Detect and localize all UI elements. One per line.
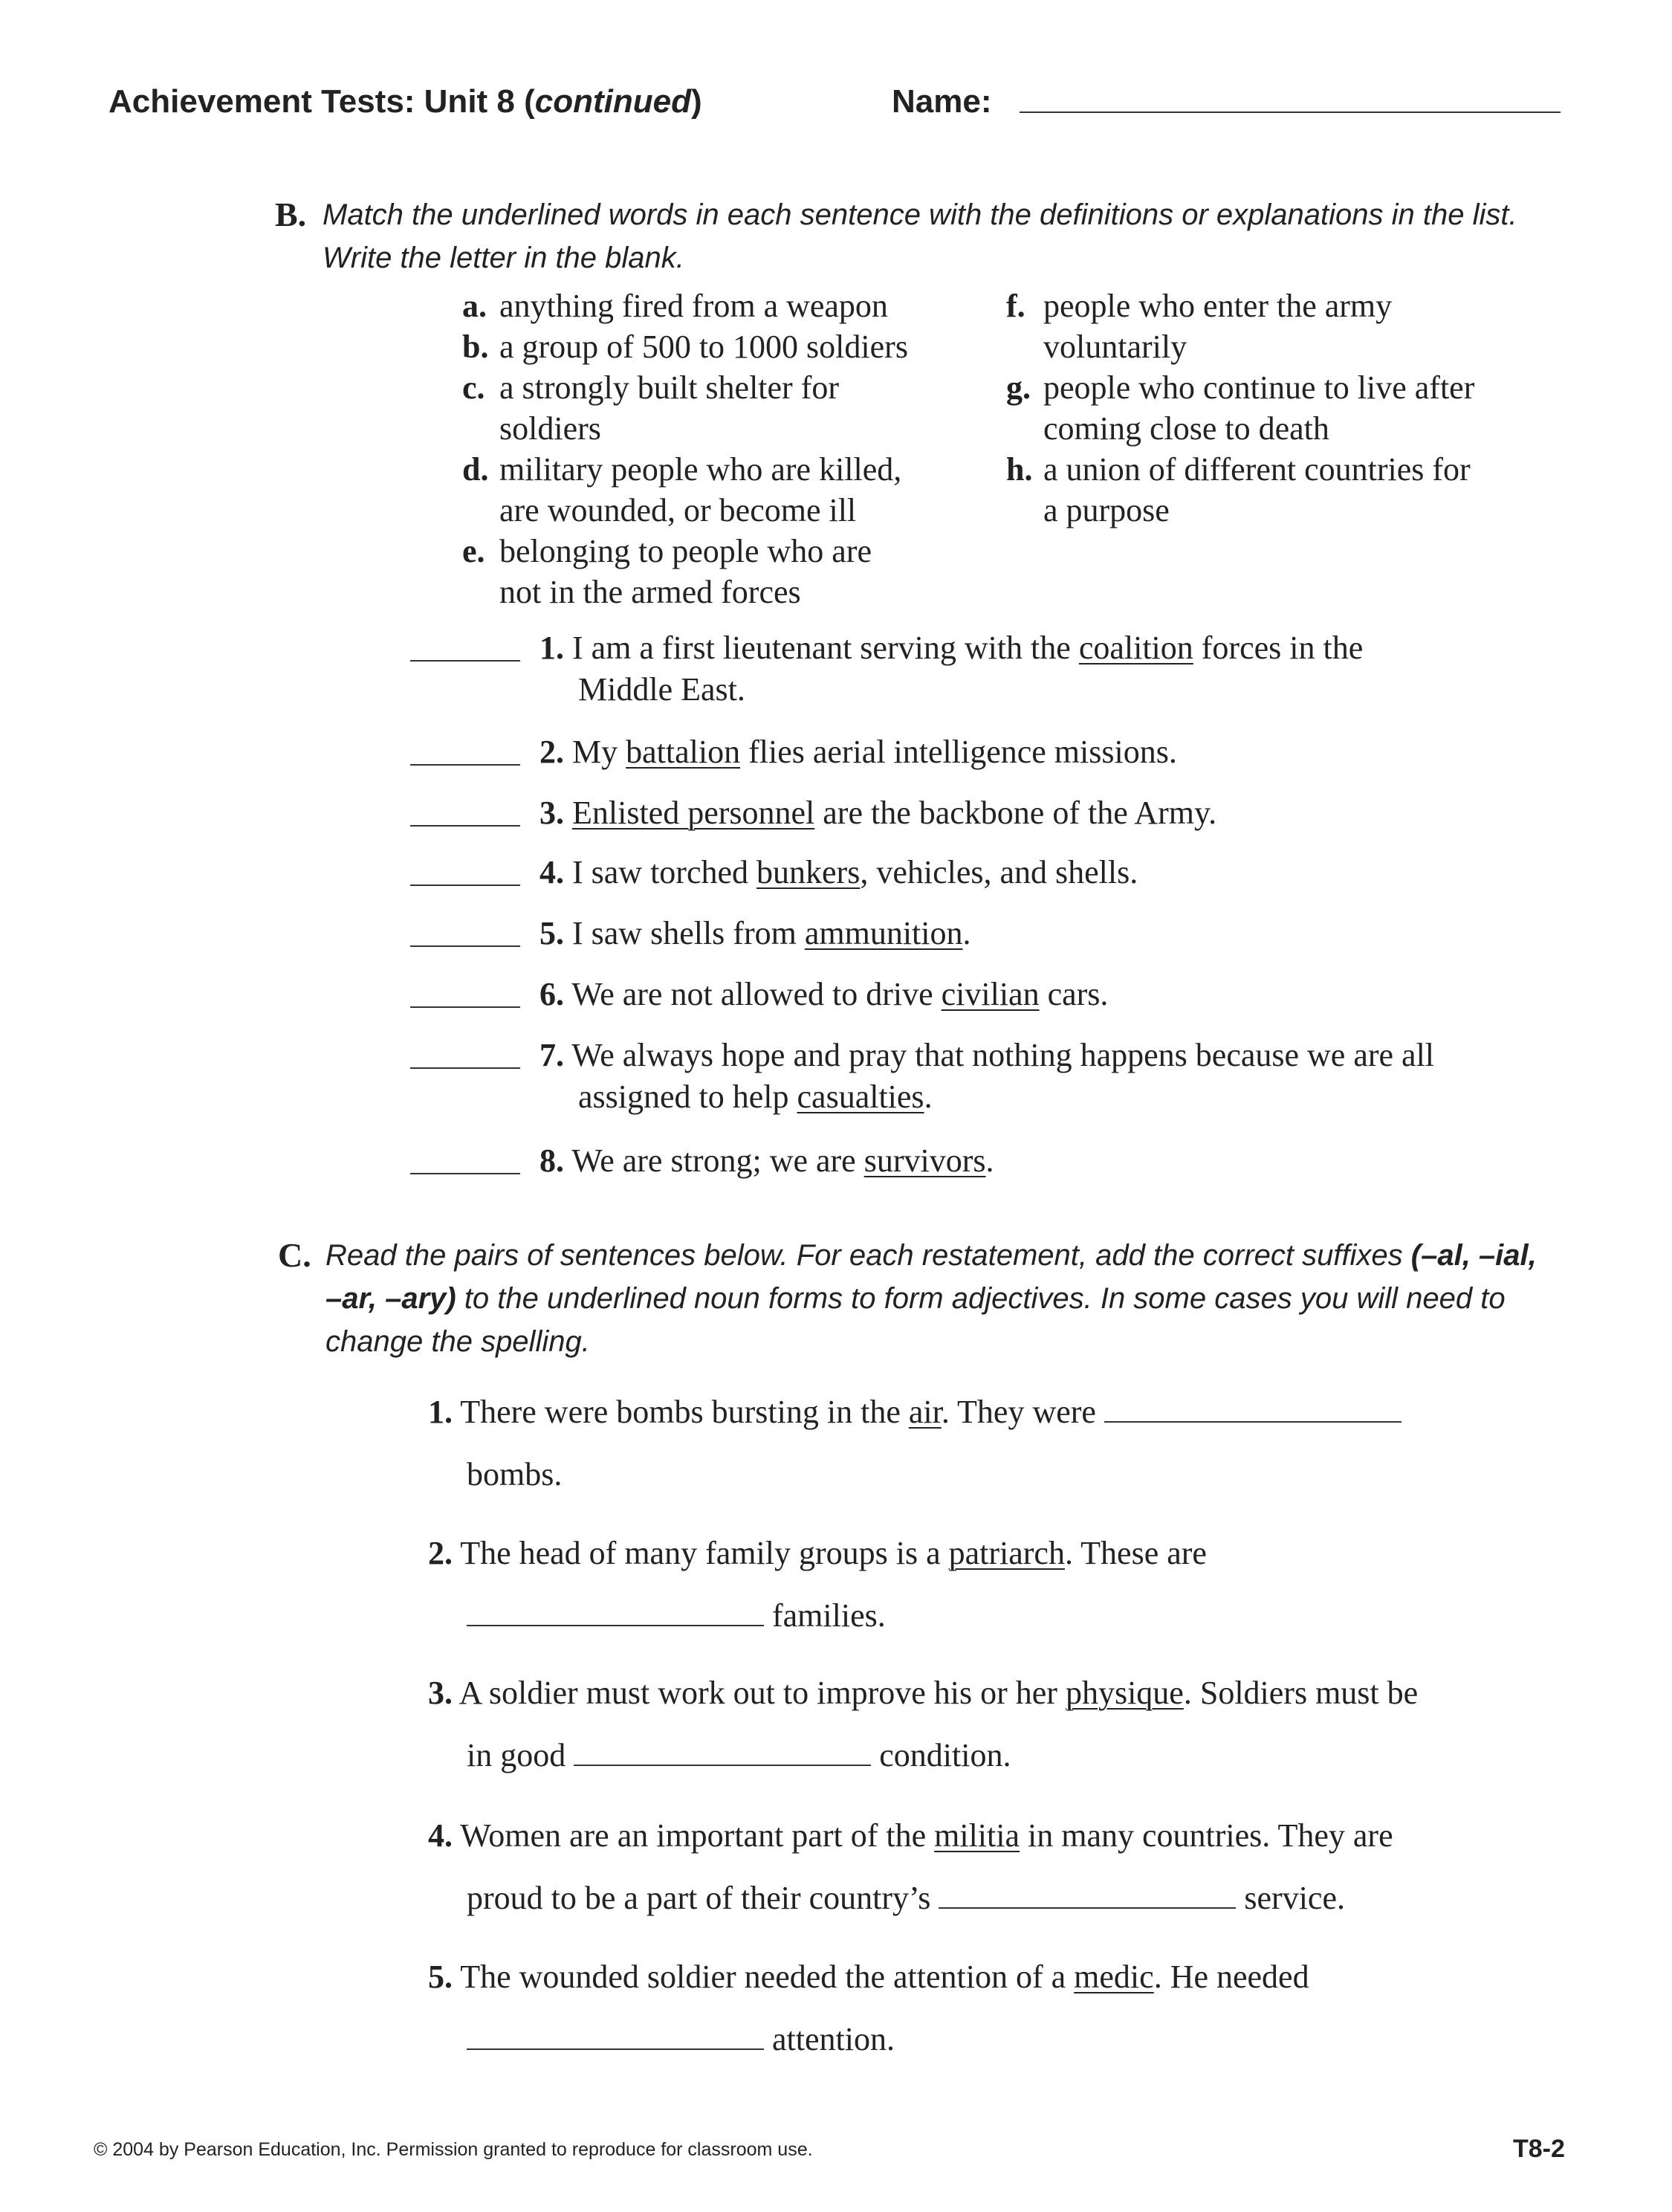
question-text: .	[985, 1142, 994, 1179]
question-text: flies aerial intelligence missions.	[740, 734, 1177, 770]
underlined-word: coalition	[1078, 630, 1193, 666]
name-field[interactable]	[1020, 111, 1561, 113]
question-text: , vehicles, and shells.	[860, 854, 1138, 890]
title-continued: continued	[534, 83, 691, 120]
definition-letter: h.	[1006, 451, 1033, 488]
answer-blank-7[interactable]	[410, 1067, 520, 1069]
question-text: We are strong; we are	[571, 1142, 864, 1179]
item-text: There were bombs bursting in the	[460, 1394, 909, 1430]
answer-blank-c2[interactable]	[467, 1623, 764, 1626]
definition-b	[462, 326, 908, 367]
definition-g	[1006, 367, 1474, 408]
answer-blank-5[interactable]	[410, 945, 520, 947]
section-b-instructions	[323, 193, 1517, 279]
question-5	[539, 913, 971, 954]
item-text: service.	[1236, 1880, 1345, 1916]
question-text: I am a first lieutenant serving with the	[572, 630, 1079, 666]
definition-letter: a.	[462, 288, 487, 324]
question-number: 7.	[539, 1037, 564, 1073]
definition-letter: g.	[1006, 369, 1031, 406]
instruction-line: to the underlined noun forms to form adjectives. In some cases you will need to	[456, 1282, 1506, 1315]
question-text: I saw torched	[572, 854, 757, 890]
underlined-word: ammunition	[804, 915, 963, 951]
item-number: 5.	[428, 1959, 453, 1995]
section-c-letter: C.	[278, 1236, 311, 1274]
question-text: .	[962, 915, 971, 951]
definitions-right	[1006, 285, 1474, 531]
item-number: 2.	[428, 1535, 453, 1571]
underlined-word: bunkers	[756, 854, 861, 890]
definition-text: voluntarily	[1043, 329, 1187, 365]
section-b-letter: B.	[275, 195, 307, 233]
definition-letter: d.	[462, 451, 489, 488]
title-close: )	[690, 83, 702, 120]
definition-text: a union of different countries for	[1043, 451, 1471, 488]
underlined-word: Enlisted personnel	[572, 795, 815, 831]
question-number: 5.	[539, 915, 564, 951]
definition-text: not in the armed forces	[499, 574, 801, 610]
page-title	[108, 83, 702, 120]
question-8	[539, 1140, 994, 1182]
underlined-word: civilian	[941, 976, 1040, 1012]
definition-text: a group of 500 to 1000 soldiers	[499, 329, 908, 365]
item-number: 3.	[428, 1675, 453, 1711]
question-text: We are not allowed to drive	[571, 976, 942, 1012]
item-text: The wounded soldier needed the attention of a	[460, 1959, 1075, 1995]
question-text: Middle East.	[578, 671, 745, 708]
underlined-word: medic	[1074, 1959, 1154, 1995]
question-text: assigned to help	[578, 1078, 797, 1115]
answer-blank-2[interactable]	[410, 764, 520, 766]
underlined-word: battalion	[626, 734, 741, 770]
item-text: bombs.	[467, 1456, 563, 1493]
underlined-word: patriarch	[948, 1535, 1065, 1571]
question-4	[539, 852, 1138, 893]
item-number: 4.	[428, 1817, 453, 1854]
name-label: Name:	[892, 83, 992, 120]
answer-blank-3[interactable]	[410, 825, 520, 827]
definition-text: people who continue to live after	[1043, 369, 1475, 406]
question-number: 2.	[539, 734, 564, 770]
underlined-word: survivors	[863, 1142, 986, 1179]
underlined-word: physique	[1065, 1675, 1184, 1711]
page-identifier: T8-2	[1513, 2135, 1565, 2163]
instruction-line: Match the underlined words in each sentence with the definitions or explanations in the list.	[323, 198, 1517, 231]
item-text: A soldier must work out to improve his or her	[458, 1675, 1066, 1711]
suffix-list: –ar, –ary)	[325, 1282, 456, 1315]
question-1	[539, 627, 1363, 711]
question-number: 4.	[539, 854, 564, 890]
answer-blank-4[interactable]	[410, 885, 520, 886]
item-text: . Soldiers must be	[1183, 1675, 1419, 1711]
answer-blank-c3[interactable]	[574, 1763, 871, 1766]
question-text: My	[572, 734, 626, 770]
definition-letter: b.	[462, 329, 489, 365]
definition-letter: f.	[1006, 288, 1025, 324]
definition-a	[462, 285, 908, 326]
definition-d	[462, 449, 908, 490]
answer-blank-6[interactable]	[410, 1006, 520, 1008]
instruction-line: change the spelling.	[325, 1325, 590, 1358]
question-number: 3.	[539, 795, 564, 831]
definition-text: soldiers	[499, 410, 601, 447]
question-text: I saw shells from	[572, 915, 805, 951]
definition-letter: c.	[462, 369, 485, 406]
item-text: . He needed	[1153, 1959, 1309, 1995]
answer-blank-1[interactable]	[410, 660, 520, 662]
item-text: proud to be a part of their country’s	[467, 1880, 939, 1916]
definition-text: a purpose	[1043, 492, 1170, 528]
underlined-word: militia	[934, 1817, 1020, 1854]
question-text: We always hope and pray that nothing happens because we are all	[571, 1037, 1435, 1073]
instruction-line: Write the letter in the blank.	[323, 242, 684, 274]
definitions-left	[462, 285, 908, 612]
copyright-notice: © 2004 by Pearson Education, Inc. Permission granted to reproduce for classroom use.	[94, 2139, 813, 2160]
definition-text: belonging to people who are	[499, 533, 872, 569]
definition-text: a strongly built shelter for	[499, 369, 840, 406]
instruction-line: Read the pairs of sentences below. For each restatement, add the correct suffixes	[325, 1239, 1411, 1272]
section-c-instructions	[325, 1234, 1537, 1363]
item-text: . They were	[941, 1394, 1104, 1430]
item-text: condition.	[871, 1737, 1011, 1773]
item-text: in many countries. They are	[1020, 1817, 1393, 1854]
question-number: 1.	[539, 630, 564, 666]
restatement-5	[428, 1958, 1309, 2058]
definition-c	[462, 367, 908, 408]
underlined-word: casualties	[797, 1078, 924, 1115]
question-6	[539, 974, 1108, 1015]
definition-h	[1006, 449, 1474, 490]
restatement-3	[428, 1674, 1418, 1774]
definition-e	[462, 531, 908, 572]
answer-blank-8[interactable]	[410, 1173, 520, 1174]
title-text: Achievement Tests: Unit 8 (	[108, 83, 535, 120]
question-7	[539, 1035, 1434, 1118]
question-text: are the backbone of the Army.	[814, 795, 1217, 831]
restatement-2	[428, 1534, 1207, 1634]
definition-letter: e.	[462, 533, 485, 569]
definition-text: are wounded, or become ill	[499, 492, 857, 528]
definition-text: coming close to death	[1043, 410, 1329, 447]
question-number: 8.	[539, 1142, 564, 1179]
answer-blank-c1[interactable]	[1104, 1420, 1402, 1423]
restatement-1	[428, 1393, 1402, 1493]
definition-text: people who enter the army	[1043, 288, 1393, 324]
item-text: in good	[467, 1737, 574, 1773]
item-number: 1.	[428, 1394, 453, 1430]
underlined-word: air	[908, 1394, 942, 1430]
item-text: attention.	[764, 2021, 895, 2057]
suffix-list: (–al, –ial,	[1410, 1239, 1537, 1272]
item-text: The head of many family groups is a	[460, 1535, 949, 1571]
item-text: families.	[764, 1597, 886, 1634]
definition-text: anything fired from a weapon	[499, 288, 888, 324]
answer-blank-c4[interactable]	[939, 1906, 1236, 1909]
question-text: forces in the	[1193, 630, 1364, 666]
question-text: .	[924, 1078, 933, 1115]
answer-blank-c5[interactable]	[467, 2047, 764, 2050]
item-text: Women are an important part of the	[460, 1817, 935, 1854]
definition-text: military people who are killed,	[499, 451, 902, 488]
restatement-4	[428, 1817, 1393, 1917]
question-text: cars.	[1039, 976, 1109, 1012]
definition-f	[1006, 285, 1474, 326]
item-text: . These are	[1064, 1535, 1207, 1571]
question-number: 6.	[539, 976, 564, 1012]
question-2	[539, 731, 1177, 773]
question-3	[539, 792, 1216, 834]
